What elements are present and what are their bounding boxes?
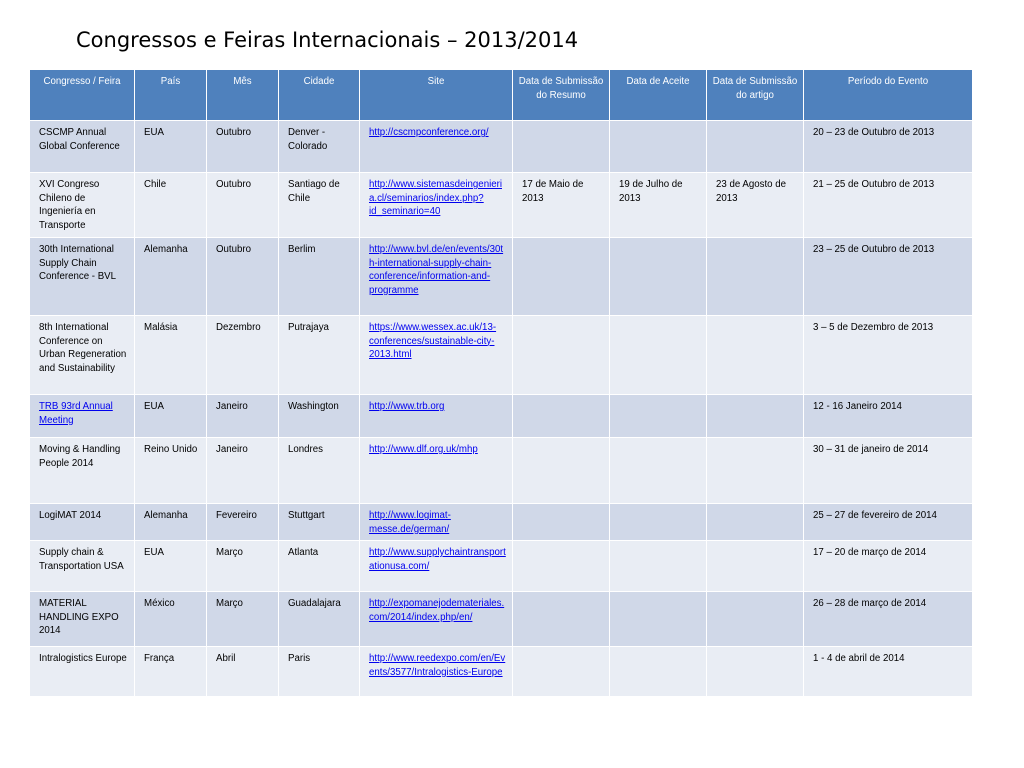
cell-acceptance-date: [610, 438, 707, 504]
cell-site-link: [360, 173, 513, 238]
cell-abstract-date: [513, 121, 610, 173]
cell-event-period: 30 – 31 de janeiro de 2014: [804, 438, 973, 504]
cell-abstract-date: [513, 438, 610, 504]
cell-paper-date: [707, 504, 804, 541]
cell-month: Fevereiro: [207, 504, 279, 541]
table-row: [30, 647, 973, 697]
cell-site-link: [360, 238, 513, 316]
cell-country: França: [135, 647, 207, 697]
cell-city: Santiago de Chile: [279, 173, 360, 238]
cell-abstract-date: [513, 647, 610, 697]
cell-site-link: [360, 395, 513, 438]
cell-paper-date: [707, 238, 804, 316]
cell-acceptance-date: 19 de Julho de 2013: [610, 173, 707, 238]
cell-month: Março: [207, 592, 279, 647]
cell-month: Janeiro: [207, 395, 279, 438]
cell-event-period: 21 – 25 de Outubro de 2013: [804, 173, 973, 238]
cell-abstract-date: [513, 592, 610, 647]
cell-congress-name: Moving & Handling People 2014: [30, 438, 135, 504]
cell-month: Outubro: [207, 238, 279, 316]
cell-abstract-date: [513, 504, 610, 541]
cell-abstract-date: 17 de Maio de 2013: [513, 173, 610, 238]
cell-congress-name: 8th International Conference on Urban Regeneration and Sustainability: [30, 316, 135, 395]
site-link[interactable]: https://www.wessex.ac.uk/13-conferences/sustainable-city-2013.html: [369, 322, 497, 361]
cell-city: Stuttgart: [279, 504, 360, 541]
site-link[interactable]: http://www.supplychaintransportationusa.com/: [369, 547, 506, 572]
site-link[interactable]: http://expomanejodemateriales.com/2014/index.php/en/: [369, 598, 505, 623]
cell-abstract-date: [513, 395, 610, 438]
header-country: País: [135, 70, 207, 121]
cell-paper-date: [707, 592, 804, 647]
cell-paper-date: [707, 438, 804, 504]
cell-acceptance-date: [610, 395, 707, 438]
cell-acceptance-date: [610, 121, 707, 173]
table-row: [30, 592, 973, 647]
cell-event-period: 25 – 27 de fevereiro de 2014: [804, 504, 973, 541]
congress-name-link[interactable]: TRB 93rd Annual Meeting: [39, 401, 113, 426]
cell-city: Berlim: [279, 238, 360, 316]
cell-country: EUA: [135, 395, 207, 438]
site-link[interactable]: http://www.logimat-messe.de/german/: [369, 510, 451, 535]
cell-country: Alemanha: [135, 504, 207, 541]
cell-country: México: [135, 592, 207, 647]
header-event-period: Período do Evento: [804, 70, 973, 121]
cell-event-period: 20 – 23 de Outubro de 2013: [804, 121, 973, 173]
header-abstract-date: Data de Submissão do Resumo: [513, 70, 610, 121]
cell-country: EUA: [135, 121, 207, 173]
header-acceptance-date: Data de Aceite: [610, 70, 707, 121]
cell-site-link: [360, 647, 513, 697]
cell-abstract-date: [513, 238, 610, 316]
cell-acceptance-date: [610, 316, 707, 395]
cell-country: Reino Unido: [135, 438, 207, 504]
site-link[interactable]: http://cscmpconference.org/: [369, 127, 489, 138]
cell-paper-date: [707, 541, 804, 592]
cell-country: Malásia: [135, 316, 207, 395]
cell-month: Abril: [207, 647, 279, 697]
cell-paper-date: [707, 316, 804, 395]
header-row: [30, 70, 973, 121]
site-link[interactable]: http://www.dlf.org.uk/mhp: [369, 444, 478, 455]
cell-city: Atlanta: [279, 541, 360, 592]
cell-city: Putrajaya: [279, 316, 360, 395]
cell-event-period: 26 – 28 de março de 2014: [804, 592, 973, 647]
slide-title: Congressos e Feiras Internacionais – 2013/2014: [76, 28, 579, 52]
header-paper-date: Data de Submissão do artigo: [707, 70, 804, 121]
cell-site-link: [360, 541, 513, 592]
cell-month: Outubro: [207, 173, 279, 238]
cell-abstract-date: [513, 541, 610, 592]
cell-site-link: [360, 504, 513, 541]
cell-acceptance-date: [610, 238, 707, 316]
site-link[interactable]: http://www.reedexpo.com/en/Events/3577/Intralogistics-Europe: [369, 653, 506, 678]
cell-site-link: [360, 316, 513, 395]
cell-site-link: [360, 438, 513, 504]
cell-event-period: 12 - 16 Janeiro 2014: [804, 395, 973, 438]
site-link[interactable]: http://www.trb.org: [369, 401, 445, 412]
cell-acceptance-date: [610, 541, 707, 592]
site-link[interactable]: http://www.sistemasdeingenieria.cl/seminarios/index.php?id_seminario=40: [369, 179, 502, 218]
cell-abstract-date: [513, 316, 610, 395]
table-body: [30, 121, 973, 697]
table-row: [30, 395, 973, 438]
cell-month: Dezembro: [207, 316, 279, 395]
cell-congress-name: LogiMAT 2014: [30, 504, 135, 541]
cell-country: EUA: [135, 541, 207, 592]
cell-event-period: 23 – 25 de Outubro de 2013: [804, 238, 973, 316]
cell-acceptance-date: [610, 592, 707, 647]
table-row: [30, 238, 973, 316]
cell-event-period: 1 - 4 de abril de 2014: [804, 647, 973, 697]
cell-site-link: [360, 121, 513, 173]
cell-month: Janeiro: [207, 438, 279, 504]
cell-paper-date: [707, 647, 804, 697]
cell-city: Londres: [279, 438, 360, 504]
table-row: [30, 541, 973, 592]
table-row: [30, 173, 973, 238]
cell-city: Guadalajara: [279, 592, 360, 647]
cell-event-period: 17 – 20 de março de 2014: [804, 541, 973, 592]
cell-acceptance-date: [610, 504, 707, 541]
cell-country: Chile: [135, 173, 207, 238]
header-month: Mês: [207, 70, 279, 121]
cell-paper-date: [707, 121, 804, 173]
table-row: [30, 121, 973, 173]
events-table: [29, 69, 973, 697]
cell-congress-name: CSCMP Annual Global Conference: [30, 121, 135, 173]
header-city: Cidade: [279, 70, 360, 121]
cell-month: Outubro: [207, 121, 279, 173]
cell-city: Washington: [279, 395, 360, 438]
cell-city: Paris: [279, 647, 360, 697]
cell-congress-name: MATERIAL HANDLING EXPO 2014: [30, 592, 135, 647]
cell-country: Alemanha: [135, 238, 207, 316]
cell-site-link: [360, 592, 513, 647]
cell-congress-name: Supply chain & Transportation USA: [30, 541, 135, 592]
header-site: Site: [360, 70, 513, 121]
cell-city: Denver - Colorado: [279, 121, 360, 173]
cell-congress-name: [30, 395, 135, 438]
header-congress: Congresso / Feira: [30, 70, 135, 121]
table-row: [30, 504, 973, 541]
cell-congress-name: Intralogistics Europe: [30, 647, 135, 697]
cell-congress-name: XVI Congreso Chileno de Ingeniería en Transporte: [30, 173, 135, 238]
table-row: [30, 438, 973, 504]
cell-month: Março: [207, 541, 279, 592]
cell-acceptance-date: [610, 647, 707, 697]
cell-event-period: 3 – 5 de Dezembro de 2013: [804, 316, 973, 395]
site-link[interactable]: http://www.bvl.de/en/events/30th-international-supply-chain-conference/information-and-programme: [369, 244, 504, 296]
cell-paper-date: 23 de Agosto de 2013: [707, 173, 804, 238]
cell-paper-date: [707, 395, 804, 438]
table-row: [30, 316, 973, 395]
cell-congress-name: 30th International Supply Chain Conference - BVL: [30, 238, 135, 316]
